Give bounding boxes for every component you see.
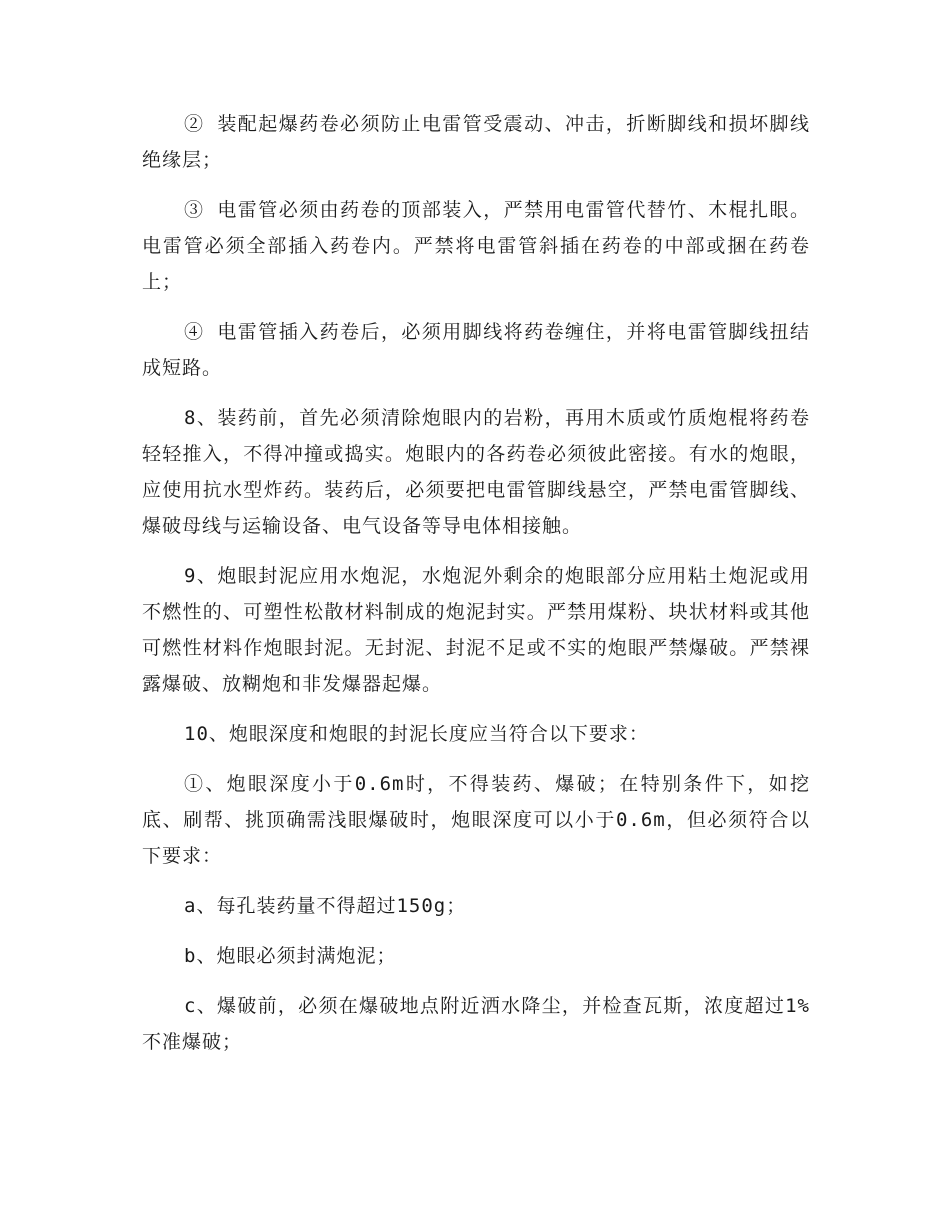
document-body xyxy=(142,106,810,1074)
paragraph-sub-c: c、爆破前，必须在爆破地点附近洒水降尘，并检查瓦斯，浓度超过1%不准爆破； xyxy=(142,995,810,1053)
paragraph-sub-a: a、每孔装药量不得超过150g； xyxy=(184,895,467,917)
paragraph-detonator-insertion: ③ 电雷管必须由药卷的顶部装入，严禁用电雷管代替竹、木棍扎眼。电雷管必须全部插入药卷内。严禁将电雷管斜插在药卷的中部或捆在药卷上； xyxy=(142,199,810,293)
paragraph-sub-b: b、炮眼必须封满炮泥； xyxy=(184,945,397,967)
paragraph-shallow-hole: ①、炮眼深度小于0.6m时，不得装药、爆破；在特别条件下，如挖底、刷帮、挑顶确需浅眼爆破时，炮眼深度可以小于0.6m，但必须符合以下要求： xyxy=(142,773,810,867)
paragraph-leg-wire-shunt: ④ 电雷管插入药卷后，必须用脚线将药卷缠住，并将电雷管脚线扭结成短路。 xyxy=(142,321,810,379)
paragraph-item-8-charging: 8、装药前，首先必须清除炮眼内的岩粉，再用木质或竹质炮棍将药卷轻轻推入，不得冲撞或捣实。炮眼内的各药卷必须彼此密接。有水的炮眼，应使用抗水型炸药。装药后，必须要把电雷管脚线悬空，严禁电雷管脚线、爆破母线与运输设备、电气设备等导电体相接触。 xyxy=(142,407,810,537)
paragraph-item-10-depth: 10、炮眼深度和炮眼的封泥长度应当符合以下要求： xyxy=(184,723,649,745)
paragraph-item-9-stemming: 9、炮眼封泥应用水炮泥，水炮泥外剩余的炮眼部分应用粘土炮泥或用不燃性的、可塑性松散材料制成的炮泥封实。严禁用煤粉、块状材料或其他可燃性材料作炮眼封泥。无封泥、封泥不足或不实的炮眼严禁爆破。严禁裸露爆破、放糊炮和非发爆器起爆。 xyxy=(142,565,810,695)
paragraph-detonator-assembly: ② 装配起爆药卷必须防止电雷管受震动、冲击，折断脚线和损坏脚线绝缘层； xyxy=(142,113,810,171)
